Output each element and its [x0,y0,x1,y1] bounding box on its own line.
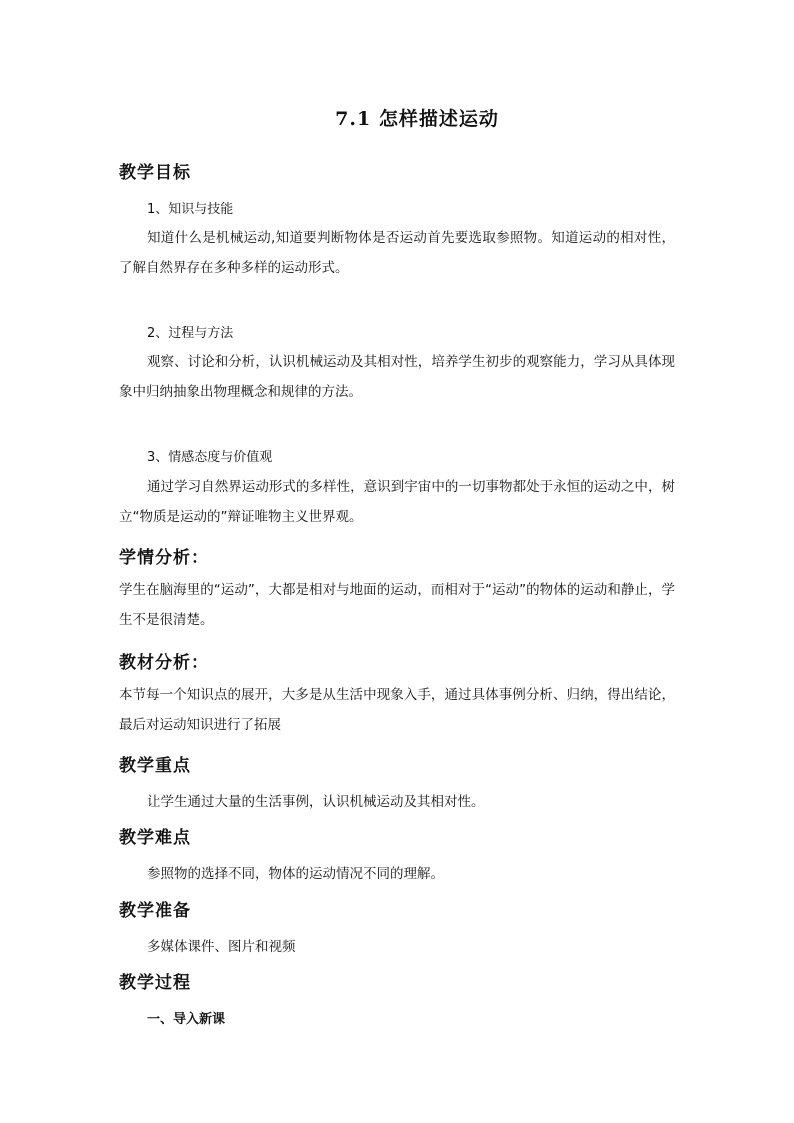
paragraph-learner-analysis: 学生在脑海里的“运动”，大都是相对与地面的运动，而相对于“运动”的物体的运动和静止，学生不是很清楚。 [119,582,675,628]
paragraph-knowledge-skills: 知道什么是机械运动,知道要判断物体是否运动首先要选取参照物。知道运动的相对性，了解自然界存在多种多样的运动形式。 [119,230,675,276]
heading-objectives: 教学目标 [119,163,191,183]
paragraph-material-analysis: 本节每一个知识点的展开，大多是从生活中现象入手，通过具体事例分析、归纳，得出结论，最后对运动知识进行了拓展 [119,687,675,733]
document-title: 7.1 怎样描述运动 [335,108,499,130]
subheading-process-methods: 2、过程与方法 [147,326,234,341]
paragraph-key-points: 让学生通过大量的生活事例，认识机械运动及其相对性。 [147,794,485,810]
heading-material-analysis: 教材分析： [119,653,209,673]
subheading-introduction: 一、导入新课 [147,1012,226,1027]
paragraph-attitudes-values: 通过学习自然界运动形式的多样性，意识到宇宙中的一切事物都处于永恒的运动之中，树立“物质是运动的”辩证唯物主义世界观。 [119,479,675,525]
paragraph-preparation: 多媒体课件、图片和视频 [147,939,296,955]
heading-key-points: 教学重点 [119,756,191,776]
heading-learner-analysis: 学情分析： [119,548,209,568]
paragraph-difficulties: 参照物的选择不同，物体的运动情况不同的理解。 [147,866,444,882]
subheading-knowledge-skills: 1、知识与技能 [147,202,234,217]
heading-preparation: 教学准备 [119,901,191,921]
paragraph-process-methods: 观察、讨论和分析，认识机械运动及其相对性，培养学生初步的观察能力，学习从具体现象中归纳抽象出物理概念和规律的方法。 [119,354,675,400]
subheading-attitudes-values: 3、情感态度与价值观 [147,450,273,465]
heading-process: 教学过程 [119,973,191,993]
heading-difficulties: 教学难点 [119,828,191,848]
